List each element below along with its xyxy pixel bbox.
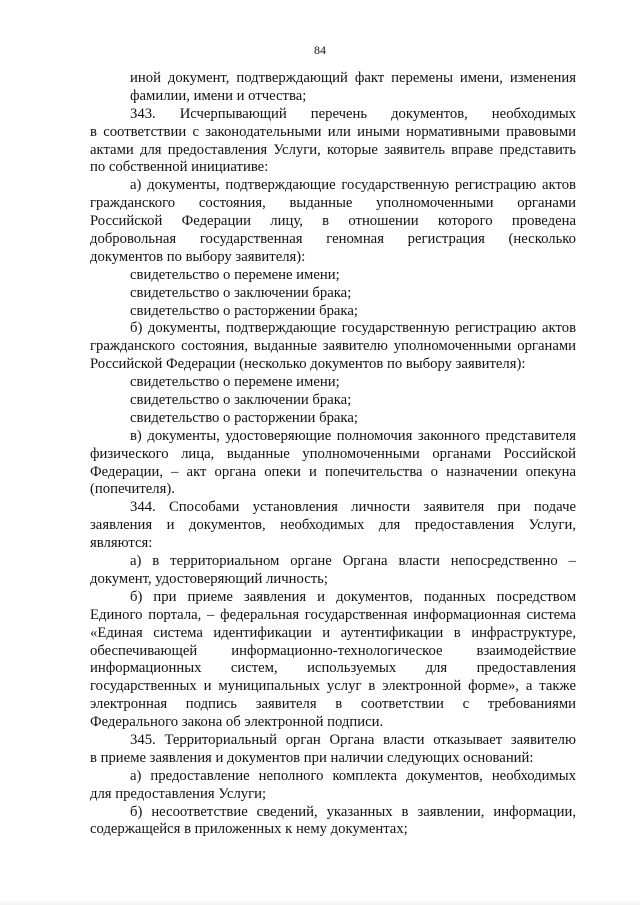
text-line: актами для предоставления Услуги, которые заявитель вправе представить xyxy=(90,141,576,158)
text-line: свидетельство о расторжении брака; xyxy=(130,409,358,426)
text-line: обеспечивающей информационно-технологическое взаимодействие xyxy=(90,642,576,659)
text-line: добровольная государственная геномная регистрация (несколько xyxy=(90,231,576,248)
text-line: б) при приеме заявления и документов, поданных посредством xyxy=(130,588,576,605)
text-line: документов по выбору заявителя): xyxy=(90,248,306,265)
text-line: иной документ, подтверждающий факт перемены имени, изменения xyxy=(130,70,576,86)
text-line: 344. Способами установления личности заявителя при подаче xyxy=(130,499,576,516)
text-line: «Единая система идентификации и аутентификации в инфраструктуре, xyxy=(90,624,576,641)
text-line: свидетельство о заключении брака; xyxy=(130,392,352,409)
text-line: 345. Территориальный орган Органа власти отказывает заявителю xyxy=(130,731,576,748)
text-line: 343. Исчерпывающий перечень документов, необходимых xyxy=(130,105,576,122)
text-line: Федерального закона об электронной подписи. xyxy=(90,714,384,731)
text-line: информационных систем, используемых для предоставления xyxy=(90,660,576,677)
text-line: Единого портала, – федеральная государственная информационная система xyxy=(90,606,576,623)
text-line: свидетельство о перемене имени; xyxy=(130,374,340,391)
scan-edge xyxy=(0,899,640,905)
text-line: свидетельство о заключении брака; xyxy=(130,284,352,301)
text-line: гражданского состояния, выданные заявителю уполномоченными органами xyxy=(90,338,576,355)
text-line: Российской Федерации лицу, в отношении которого проведена xyxy=(90,213,576,230)
text-line: в приеме заявления и документов при наличии следующих оснований: xyxy=(90,749,534,766)
text-line: (попечителя). xyxy=(90,481,175,498)
text-line: содержащейся в приложенных к нему документах; xyxy=(90,821,408,838)
text-line: Российской Федерации (несколько документов по выбору заявителя): xyxy=(90,356,526,373)
text-line: фамилии, имени и отчества; xyxy=(130,87,307,104)
text-line: а) документы, подтверждающие государственную регистрацию актов xyxy=(130,177,576,194)
text-line: Федерации, – акт органа опеки и попечительства о назначении опекуна xyxy=(90,463,576,480)
text-line: гражданского состояния, выданные уполномоченными органами xyxy=(90,195,576,212)
page-number: 84 xyxy=(314,43,326,57)
text-line: физического лица, выданные уполномоченными органами Российской xyxy=(90,445,576,462)
text-line: заявления и документов, необходимых для предоставления Услуги, xyxy=(90,517,576,534)
text-line: документ, удостоверяющий личность; xyxy=(90,570,328,587)
text-line: а) в территориальном органе Органа власти непосредственно – xyxy=(130,553,576,570)
text-line: по собственной инициативе: xyxy=(90,159,269,176)
text-line: в) документы, удостоверяющие полномочия законного представителя xyxy=(130,427,576,444)
text-line: в соответствии с законодательными или иными нормативными правовыми xyxy=(90,123,576,140)
text-line: государственных и муниципальных услуг в электронной форме», а также xyxy=(90,678,576,695)
text-line: б) документы, подтверждающие государственную регистрацию актов xyxy=(130,320,576,337)
text-line: для предоставления Услуги; xyxy=(90,785,267,802)
text-line: являются: xyxy=(90,535,153,552)
text-line: свидетельство о расторжении брака; xyxy=(130,302,358,319)
text-line: свидетельство о перемене имени; xyxy=(130,266,340,283)
text-line: б) несоответствие сведений, указанных в заявлении, информации, xyxy=(130,803,576,820)
document-body xyxy=(90,70,576,839)
text-line: а) предоставление неполного комплекта документов, необходимых xyxy=(130,767,576,784)
text-line: электронная подпись заявителя в соответствии с требованиями xyxy=(90,696,576,713)
